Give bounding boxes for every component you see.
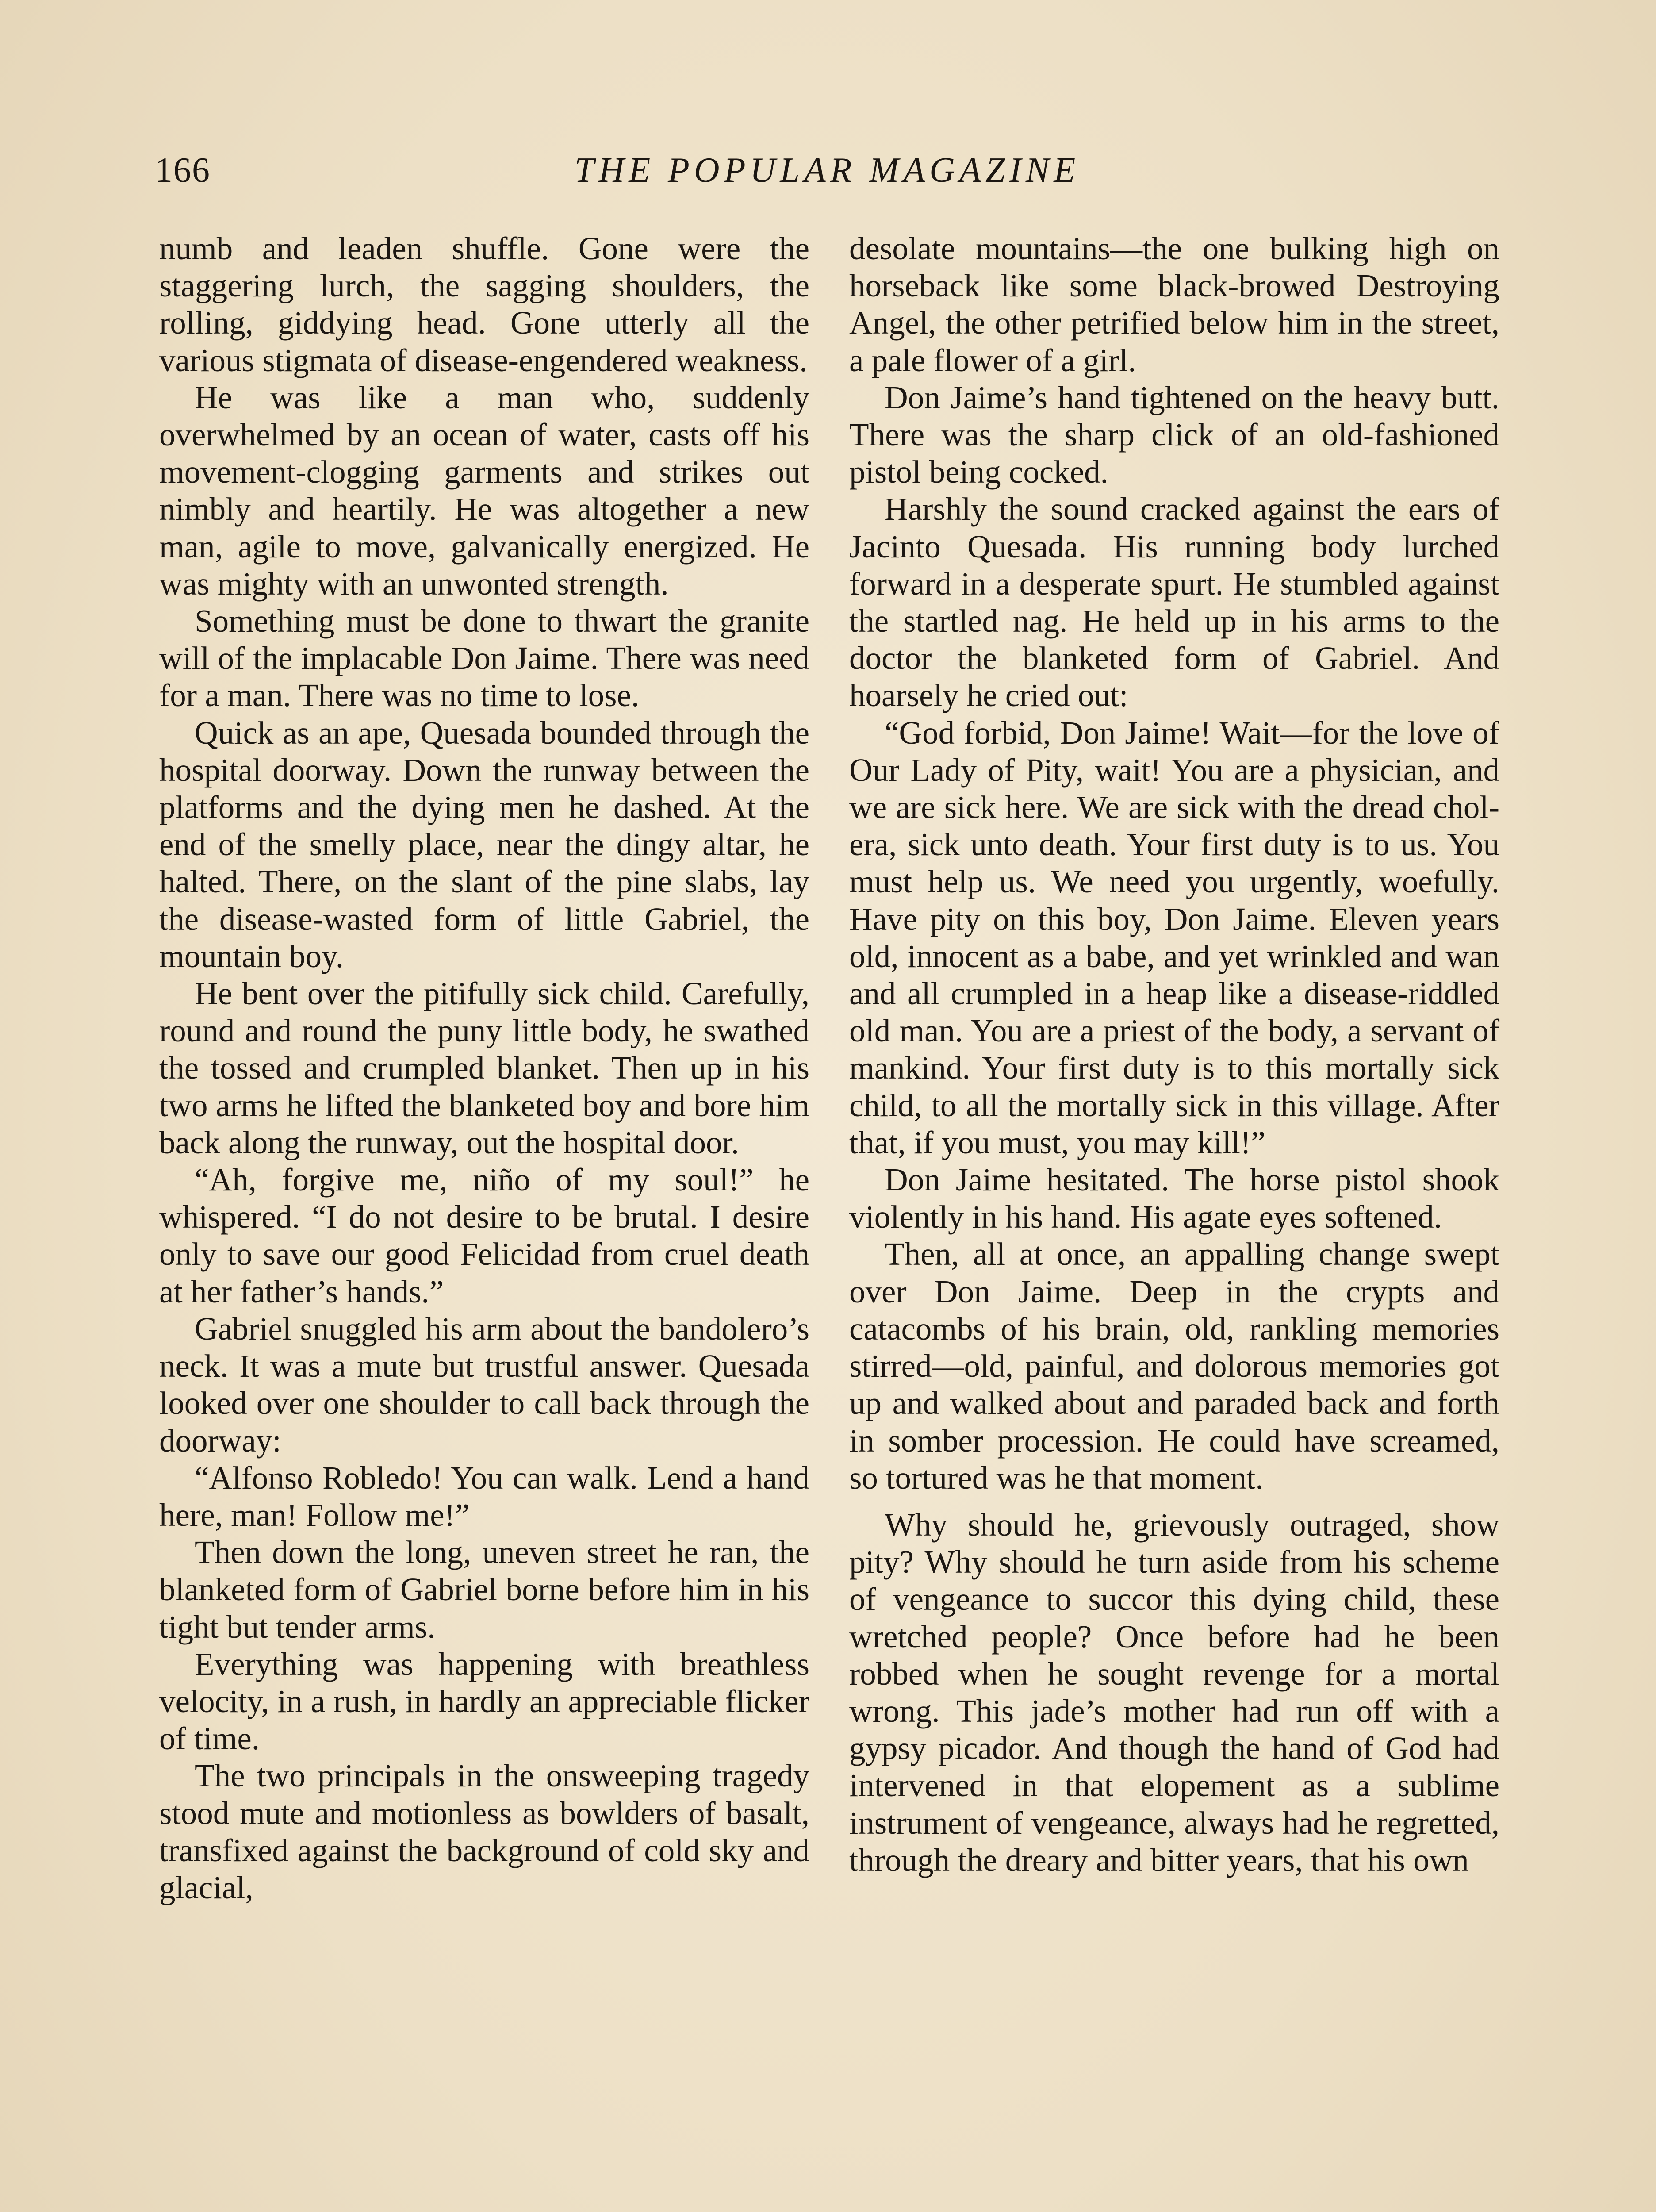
paragraph: desolate mountains—the one bulking high on horseback like some black-browed Destroying Angel, the other petrified below him in the street, a pale flower of a girl.	[849, 230, 1499, 378]
right-column	[849, 230, 1499, 1879]
paragraph: numb and leaden shuffle. Gone were the staggering lurch, the sagging shoulders, the rolling, giddying head. Gone utterly all the various stigmata of disease-engendered weakness.	[159, 230, 809, 378]
paragraph: “Alfonso Robledo! You can walk. Lend a hand here, man! Follow me!”	[159, 1459, 809, 1533]
paragraph: Then down the long, uneven street he ran, the blanketed form of Gabriel borne before him in his tight but tender arms.	[159, 1534, 809, 1645]
paragraph: Don Jaime’s hand tightened on the heavy butt. There was the sharp click of an old-fashioned pistol being cocked.	[849, 379, 1499, 490]
paragraph: Harshly the sound cracked against the ears of Jacinto Quesada. His running body lurched forward in a desperate spurt. He stumbled against the startled nag. He held up in his arms to the doctor the blanketed form of Gabriel. And hoarsely he cried out:	[849, 491, 1499, 714]
paragraph: Don Jaime hesitated. The horse pistol shook violently in his hand. His agate eyes softened.	[849, 1162, 1499, 1235]
paragraph: Everything was happening with breathless velocity, in a rush, in hardly an appreciable flicker of time.	[159, 1646, 809, 1757]
paragraph: Something must be done to thwart the granite will of the implacable Don Jaime. There was need for a man. There was no time to lose.	[159, 603, 809, 714]
paragraph: “God forbid, Don Jaime! Wait—for the love of Our Lady of Pity, wait! You are a physician, and we are sick here. We are sick with the dread cholera, sick unto death. Your first duty is to us. You must help us. We need you urgently, woefully. Have pity on this boy, Don Jaime. Eleven years old, innocent as a babe, and yet wrinkled and wan and all crumpled in a heap like a disease-riddled old man. You are a priest of the body, a servant of mankind. Your first duty is to this mortally sick child, to all the mortally sick in this village. After that, if you must, you may kill!”	[849, 714, 1499, 1160]
left-column	[159, 230, 809, 1906]
paragraph: Quick as an ape, Quesada bounded through the hospital doorway. Down the runway between the platforms and the dying men he dashed. At the end of the smelly place, near the dingy altar, he halted. There, on the slant of the pine slabs, lay the disease-wasted form of little Gabriel, the mountain boy.	[159, 714, 809, 974]
paragraph: He bent over the pitifully sick child. Carefully, round and round the puny little body, he swathed the tossed and crumpled blanket. Then up in his two arms he lifted the blanketed boy and bore him back along the runway, out the hospital door.	[159, 975, 809, 1160]
paragraph: The two principals in the onsweeping tragedy stood mute and motionless as bowlders of basalt, transfixed against the background of cold sky and glacial,	[159, 1758, 809, 1905]
paragraph: “Ah, forgive me, niño of my soul!” he whispered. “I do not desire to be brutal. I desire only to save our good Felicidad from cruel death at her father’s hands.”	[159, 1162, 809, 1310]
page-header	[155, 146, 1499, 199]
running-title: THE POPULAR MAGAZINE	[574, 151, 1080, 190]
paragraph: He was like a man who, suddenly overwhelmed by an ocean of water, casts off his movement-clogging garments and strikes out nimbly and heartily. He was altogether a new man, agile to move, galvanically energized. He was mighty with an unwonted strength.	[159, 379, 809, 602]
page-number: 166	[155, 151, 211, 190]
paragraph: Gabriel snuggled his arm about the bandolero’s neck. It was a mute but trustful answer. Quesada looked over one shoulder to call back through the doorway:	[159, 1310, 809, 1459]
paragraph: Then, all at once, an appalling change swept over Don Jaime. Deep in the crypts and catacombs of his brain, old, rankling memories stirred—old, painful, and dolorous memories got up and walked about and paraded back and forth in somber procession. He could have screamed, so tortured was he that moment.	[849, 1236, 1499, 1496]
paragraph: Why should he, grievously outraged, show pity? Why should he turn aside from his scheme of vengeance to succor this dying child, these wretched people? Once before had he been robbed when he sought revenge for a mortal wrong. This jade’s mother had run off with a gypsy picador. And though the hand of God had intervened in that elopement as a sublime instrument of vengeance, always had he regretted, through the dreary and bitter years, that his own	[849, 1506, 1499, 1878]
